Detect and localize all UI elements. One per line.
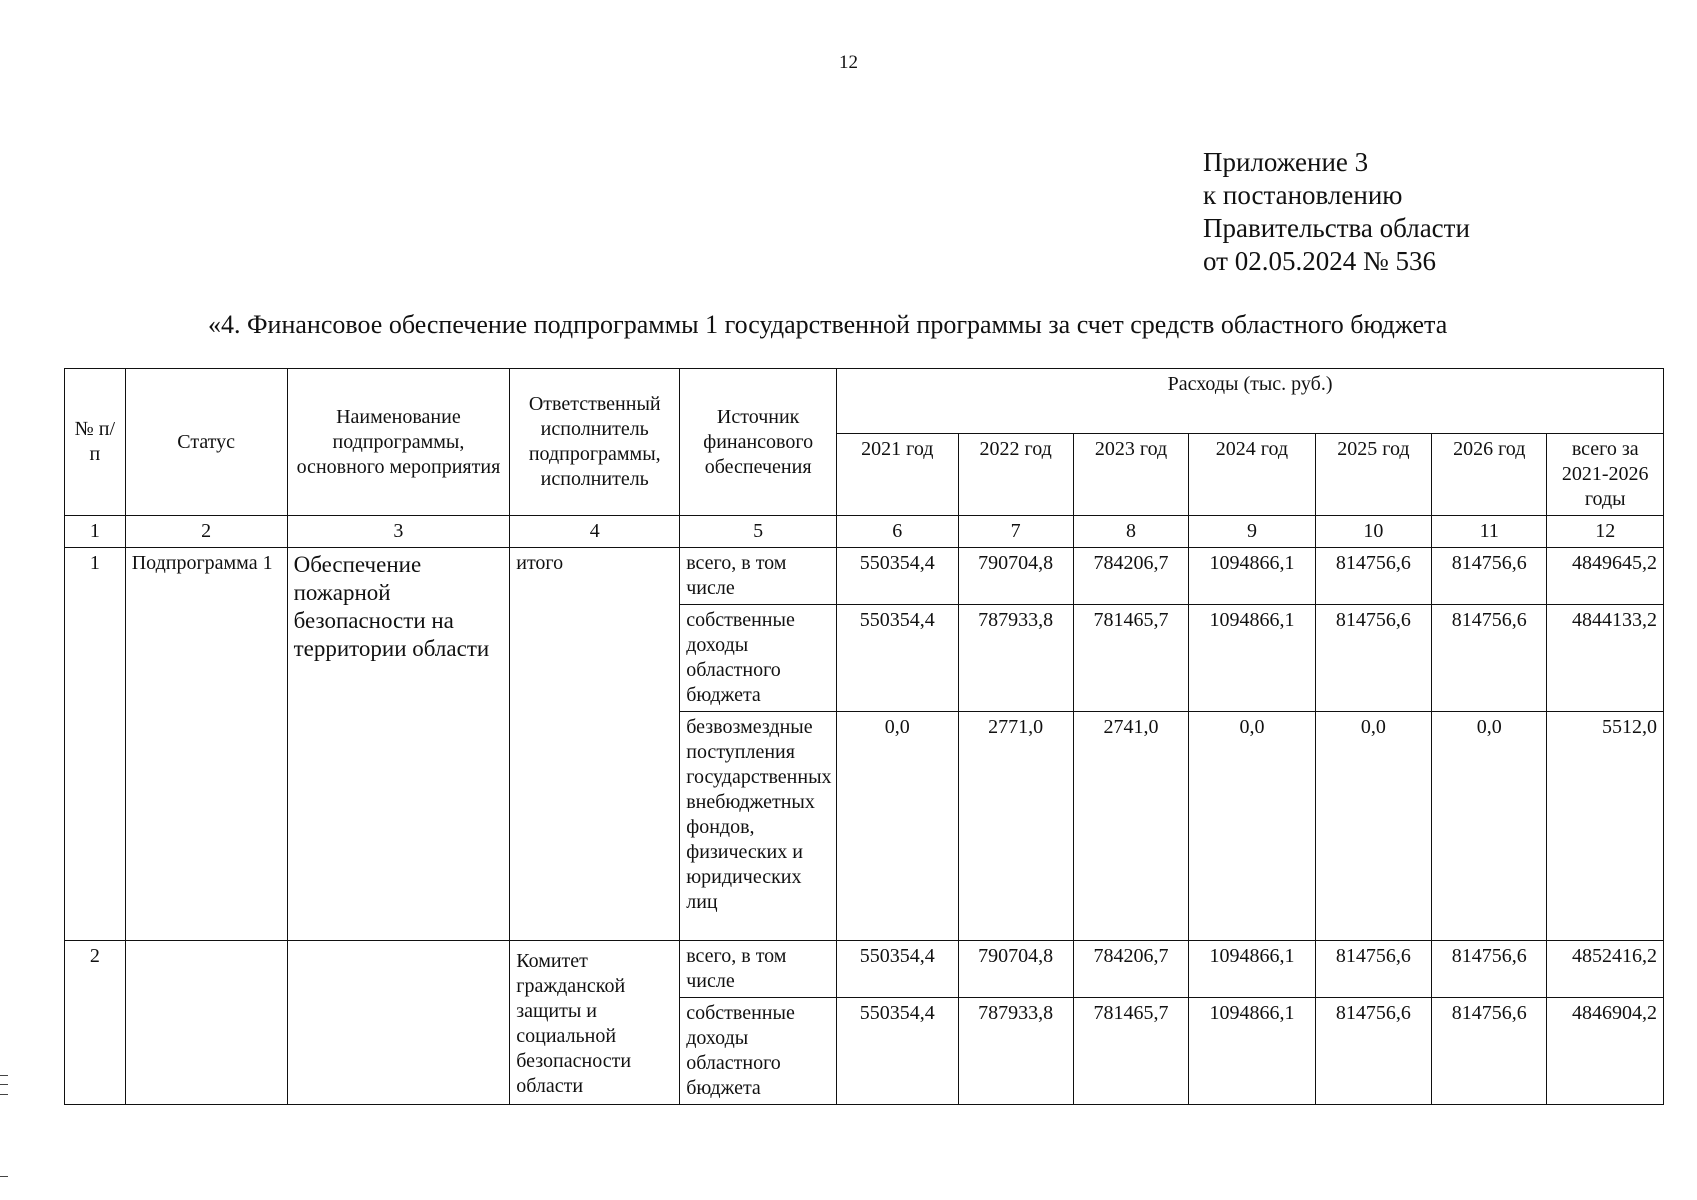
row-status: Подпрограмма 1 [125,548,287,941]
value-cell: 0,0 [1315,712,1431,941]
appendix-block [1203,146,1470,278]
column-number: 9 [1189,516,1315,548]
row-name [287,941,510,1105]
row-executor: итого [510,548,680,941]
column-number: 4 [510,516,680,548]
value-cell: 814756,6 [1315,548,1431,605]
appendix-line: Приложение 3 [1203,147,1369,177]
header-year: 2021 год [837,434,958,516]
value-cell-total: 4852416,2 [1547,941,1664,998]
value-cell: 814756,6 [1432,605,1547,712]
header-year: 2024 год [1189,434,1315,516]
margin-tick [0,1176,8,1177]
value-cell: 1094866,1 [1189,941,1315,998]
value-cell: 814756,6 [1432,941,1547,998]
value-cell: 814756,6 [1432,548,1547,605]
margin-mark [0,1075,8,1095]
value-cell: 814756,6 [1315,998,1431,1105]
column-number-row [65,516,1664,548]
header-executor: Ответственный исполнитель подпрограммы, исполнитель [510,369,680,516]
value-cell: 0,0 [1189,712,1315,941]
value-cell: 814756,6 [1315,941,1431,998]
header-year: 2022 год [958,434,1073,516]
value-cell-total: 4846904,2 [1547,998,1664,1105]
table-row [65,941,1664,998]
column-number: 11 [1432,516,1547,548]
header-year: 2023 год [1073,434,1188,516]
header-year: 2026 год [1432,434,1547,516]
value-cell: 814756,6 [1432,998,1547,1105]
header-status: Статус [125,369,287,516]
column-number: 12 [1547,516,1664,548]
header-name: Наименование подпрограммы, основного мероприятия [287,369,510,516]
row-source: собственные доходы областного бюджета [680,605,837,712]
header-num: № п/п [65,369,126,516]
value-cell-total: 4844133,2 [1547,605,1664,712]
row-source: всего, в том числе [680,548,837,605]
appendix-line: к постановлению [1203,180,1403,210]
value-cell: 550354,4 [837,605,958,712]
value-cell: 781465,7 [1073,998,1188,1105]
value-cell: 550354,4 [837,998,958,1105]
value-cell: 550354,4 [837,548,958,605]
value-cell: 1094866,1 [1189,605,1315,712]
row-executor: Комитет гражданской защиты и социальной безопасности области [510,941,680,1105]
value-cell: 0,0 [1432,712,1547,941]
table-row [65,548,1664,605]
document-title: «4. Финансовое обеспечение подпрограммы 1 государственной программы за счет средств областного бюджета [208,310,1448,339]
value-cell-total: 5512,0 [1547,712,1664,941]
row-source: безвозмездные поступления государственных внебюджетных фондов, физических и юридических лиц [680,712,837,941]
value-cell-total: 4849645,2 [1547,548,1664,605]
column-number: 1 [65,516,126,548]
value-cell: 787933,8 [958,998,1073,1105]
column-number: 5 [680,516,837,548]
value-cell: 784206,7 [1073,941,1188,998]
header-source: Источник финансового обеспечения [680,369,837,516]
column-number: 2 [125,516,287,548]
value-cell: 814756,6 [1315,605,1431,712]
value-cell: 790704,8 [958,548,1073,605]
value-cell: 550354,4 [837,941,958,998]
value-cell: 2771,0 [958,712,1073,941]
appendix-line: от 02.05.2024 № 536 [1203,246,1436,276]
value-cell: 1094866,1 [1189,548,1315,605]
row-source: собственные доходы областного бюджета [680,998,837,1105]
column-number: 6 [837,516,958,548]
value-cell: 2741,0 [1073,712,1188,941]
column-number: 8 [1073,516,1188,548]
appendix-line: Правительства области [1203,213,1470,243]
column-number: 10 [1315,516,1431,548]
value-cell: 781465,7 [1073,605,1188,712]
row-status [125,941,287,1105]
row-name: Обеспечение пожарной безопасности на территории области [287,548,510,941]
column-number: 3 [287,516,510,548]
header-expenses: Расходы (тыс. руб.) [837,369,1664,434]
header-year: 2025 год [1315,434,1431,516]
row-number: 2 [65,941,126,1105]
page-number: 12 [839,52,858,73]
row-number: 1 [65,548,126,941]
row-source: всего, в том числе [680,941,837,998]
column-number: 7 [958,516,1073,548]
value-cell: 784206,7 [1073,548,1188,605]
value-cell: 1094866,1 [1189,998,1315,1105]
header-year-total: всего за 2021-2026 годы [1547,434,1664,516]
header-row [65,369,1664,434]
value-cell: 790704,8 [958,941,1073,998]
value-cell: 0,0 [837,712,958,941]
value-cell: 787933,8 [958,605,1073,712]
financing-table [64,368,1664,1105]
